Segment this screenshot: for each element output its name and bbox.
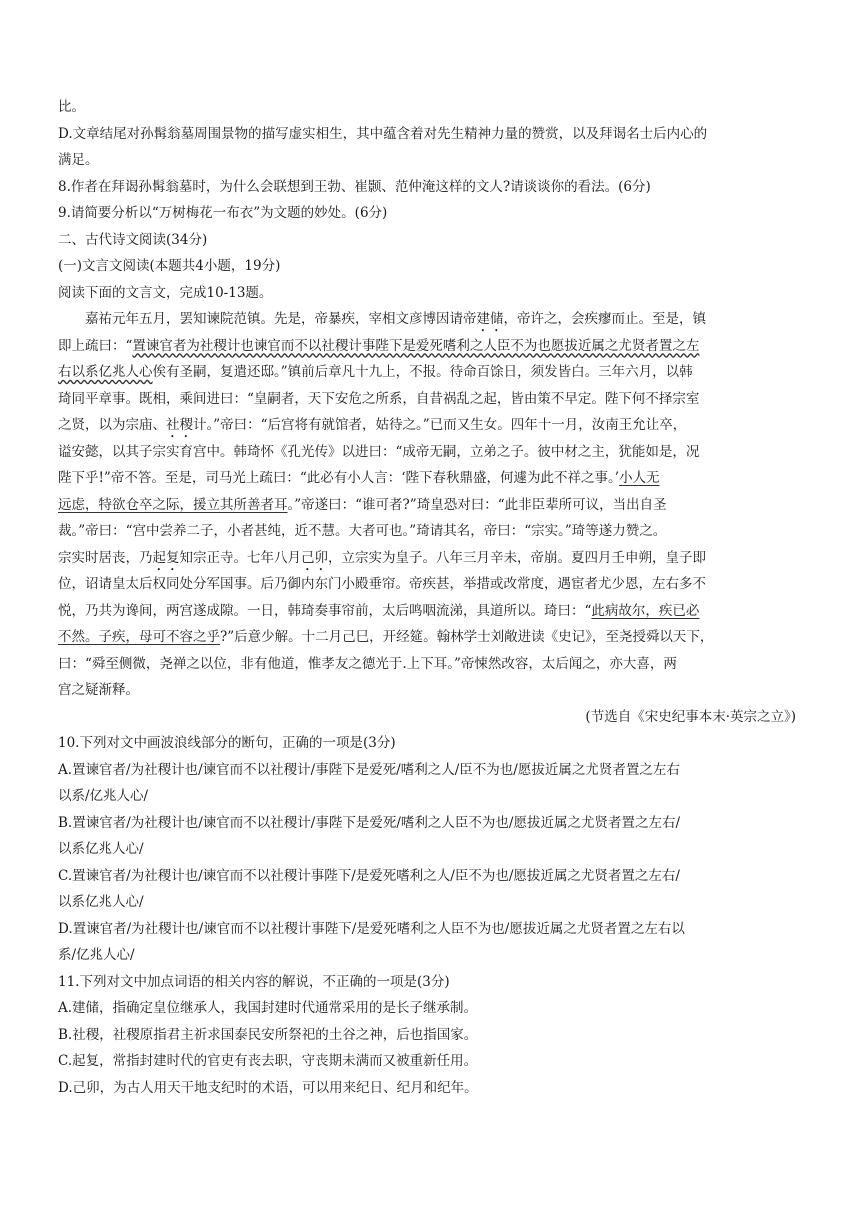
question-stem: 10.下列对文中画波浪线部分的断句，正确的一项是(3分)	[58, 735, 396, 751]
option-a: A.建储，指确定皇位继承人，我国封建时代通常采用的是长子继承制。	[58, 1000, 478, 1016]
instruction: 阅读下面的文言文，完成10-13题。	[58, 284, 273, 301]
option-d-cont: 系/亿兆人心/	[58, 947, 135, 963]
question-9: 9.请简要分析以“万树梅花一布衣”为文题的妙处。(6分)	[58, 205, 388, 221]
wavy-underlined-text: 右以系亿兆人心	[58, 364, 153, 380]
option-a: A.置谏官者/为社稷计也/谏官而不以社稷计/事陛下是爱死/嗜利之人/臣不为也/愿拔近属之尤贤者置之左右	[58, 761, 680, 778]
text-line: 比。	[58, 99, 85, 115]
passage-line: 陛下乎!”帝不答。至是，司马光上疏曰：“此必有小人言：‘陛下春秋鼎盛，何遽为此不祥之事。’小人无	[58, 470, 660, 486]
passage-line: 不然。子疾，母可不容之乎?”后意少解。十二月己巳，开经筵。翰林学士刘敞进读《史记》，至尧授舜以天下，	[58, 629, 714, 645]
passage-line: 位，诏请皇太后权同处分军国事。后乃御内东门小殿垂帘。帝疾甚，举措或改常度，遇宦者尤少恩，左右多不	[58, 576, 706, 592]
passage-line: 宗实时居丧，乃起复知宗正寺。七年八月己卯，立宗实为皇子。八年三月辛未，帝崩。夏四月壬申朔，皇子即	[58, 549, 706, 566]
dotted-term: 卯	[314, 549, 328, 566]
subsection-heading: (一)文言文阅读(本题共4小题，19分)	[58, 258, 281, 274]
classical-passage	[58, 306, 798, 730]
dotted-term: 起	[152, 549, 166, 566]
option-d: D.置谏官者/为社稷计也/谏官而不以社稷计事陛下/是爱死嗜利之人臣不为也/愿拔近属之尤贤者置之左右以	[58, 920, 685, 937]
question-10	[58, 730, 798, 969]
dotted-term: 建	[476, 311, 490, 327]
section-heading: 二、古代诗文阅读(34分)	[58, 231, 208, 248]
option-d: D.己卯，为古人用天干地支纪时的术语，可以用来纪日、纪月和纪年。	[58, 1079, 478, 1096]
dotted-term: 己	[301, 549, 315, 566]
passage-line: 裁。”帝曰：“宫中尝养二子，小者甚纯，近不慧。大者可也。”琦请其名，帝曰：“宗实。”琦等遂力赞之。	[58, 523, 667, 539]
passage-line: 远虑，特欲仓卒之际，援立其所善者耳。”帝遂曰：“谁可者?”琦皇恐对曰：“此非臣辈所可议，当出自圣	[58, 496, 667, 513]
dotted-term: 稷	[179, 417, 193, 433]
underlined-text: 小人无	[619, 470, 660, 486]
passage-line: 右以系亿兆人心俟有圣嗣，复遣还邸。”镇前后章凡十九上，不报。待命百馀日，须发皆白。三年六月，以韩	[58, 364, 693, 380]
question-8: 8.作者在拜谒孙髯翁墓时，为什么会联想到王勃、崔颢、范仲淹这样的文人?请谈谈你的看法。(6分)	[58, 178, 651, 195]
question-stem: 11.下列对文中加点词语的相关内容的解说，不正确的一项是(3分)	[58, 973, 450, 990]
option-b: B.置谏官者/为社稷计也/谏官而不以社稷计/事陛下是爱死/嗜利之人臣不为也/愿拔近属之尤贤者置之左右/	[58, 814, 681, 831]
dotted-term: 社	[166, 417, 180, 433]
passage-line: 琦同平章事。既相，乘间进曰：“皇嗣者，天下安危之所系，自昔祸乱之起，皆由策不早定。陛下何不择宗室	[58, 390, 700, 407]
option-c-cont: 以系亿兆人心/	[58, 894, 144, 910]
option-c: C.置谏官者/为社稷计也/谏官而不以社稷计事陛下/是爱死嗜利之人/臣不为也/愿拔近属之尤贤者置之左右/	[58, 867, 680, 884]
option-b-cont: 以系亿兆人心/	[58, 841, 144, 857]
option-b: B.社稷，社稷原指君主祈求国泰民安所祭祀的土谷之神，后也指国家。	[58, 1026, 478, 1043]
question-11	[58, 969, 798, 1102]
passage-line: 宫之疑渐释。	[58, 682, 139, 698]
passage-line: 谥安懿，以其子宗实育宫中。韩琦怀《孔光传》以进曰：“成帝无嗣，立弟之子。彼中材之主，犹能如是，况	[58, 443, 700, 460]
passage-line: 之贤，以为宗庙、社稷计。”帝曰：“后宫将有就馆者，姑待之。”已而又生女。四年十一月，汝南王允让卒，	[58, 417, 687, 433]
underlined-text: 远虑，特欲仓卒之际，援立其所善者耳	[58, 496, 288, 513]
passage-line: 悦，乃共为谗间，两宫遂成隙。一日，韩琦奏事帘前，太后鸣咽流涕，具道所以。琦曰：“此病故尔，疾已必	[58, 602, 700, 619]
text-line: D.文章结尾对孙髯翁墓周围景物的描写虚实相生，其中蕴含着对先生精神力量的赞赏，以及拜谒名士后内心的	[58, 125, 708, 142]
dotted-term: 储	[490, 311, 504, 327]
passage-line: 即上疏曰：“置谏官者为社稷计也谏官而不以社稷计事陛下是爱死嗜利之人臣不为也愿拔近属之尤贤者置之左	[58, 337, 700, 354]
underlined-text: 不然。子疾，母可不容之乎	[58, 629, 220, 645]
passage-line: 曰：“舜至侧微，尧禅之以位，非有他道，惟孝友之德光于.上下耳。”帝悚然改容，太后闻之，亦大喜，两	[58, 655, 677, 672]
underlined-text: 此病故尔，疾已必	[591, 602, 700, 619]
text-line: 满足。	[58, 152, 99, 168]
option-c: C.起复，常指封建时代的官吏有丧去职，守丧期未满而又被重新任用。	[58, 1053, 478, 1069]
passage-line: 嘉祐元年五月，罢知谏院范镇。先是，帝暴疾，宰相文彦博因请帝建储，帝许之，会疾瘳而止。至是，镇	[85, 311, 706, 327]
wavy-underlined-text: 置谏官者为社稷计也谏官而不以社稷计事陛下是爱死嗜利之人臣不为也愿拔近属之尤贤者置之左	[132, 337, 700, 354]
dotted-term: 复	[166, 549, 180, 566]
source-citation: (节选自《宋史纪事本末·英宗之立》)	[585, 708, 796, 725]
option-a-cont: 以系/亿兆人心/	[58, 788, 149, 804]
